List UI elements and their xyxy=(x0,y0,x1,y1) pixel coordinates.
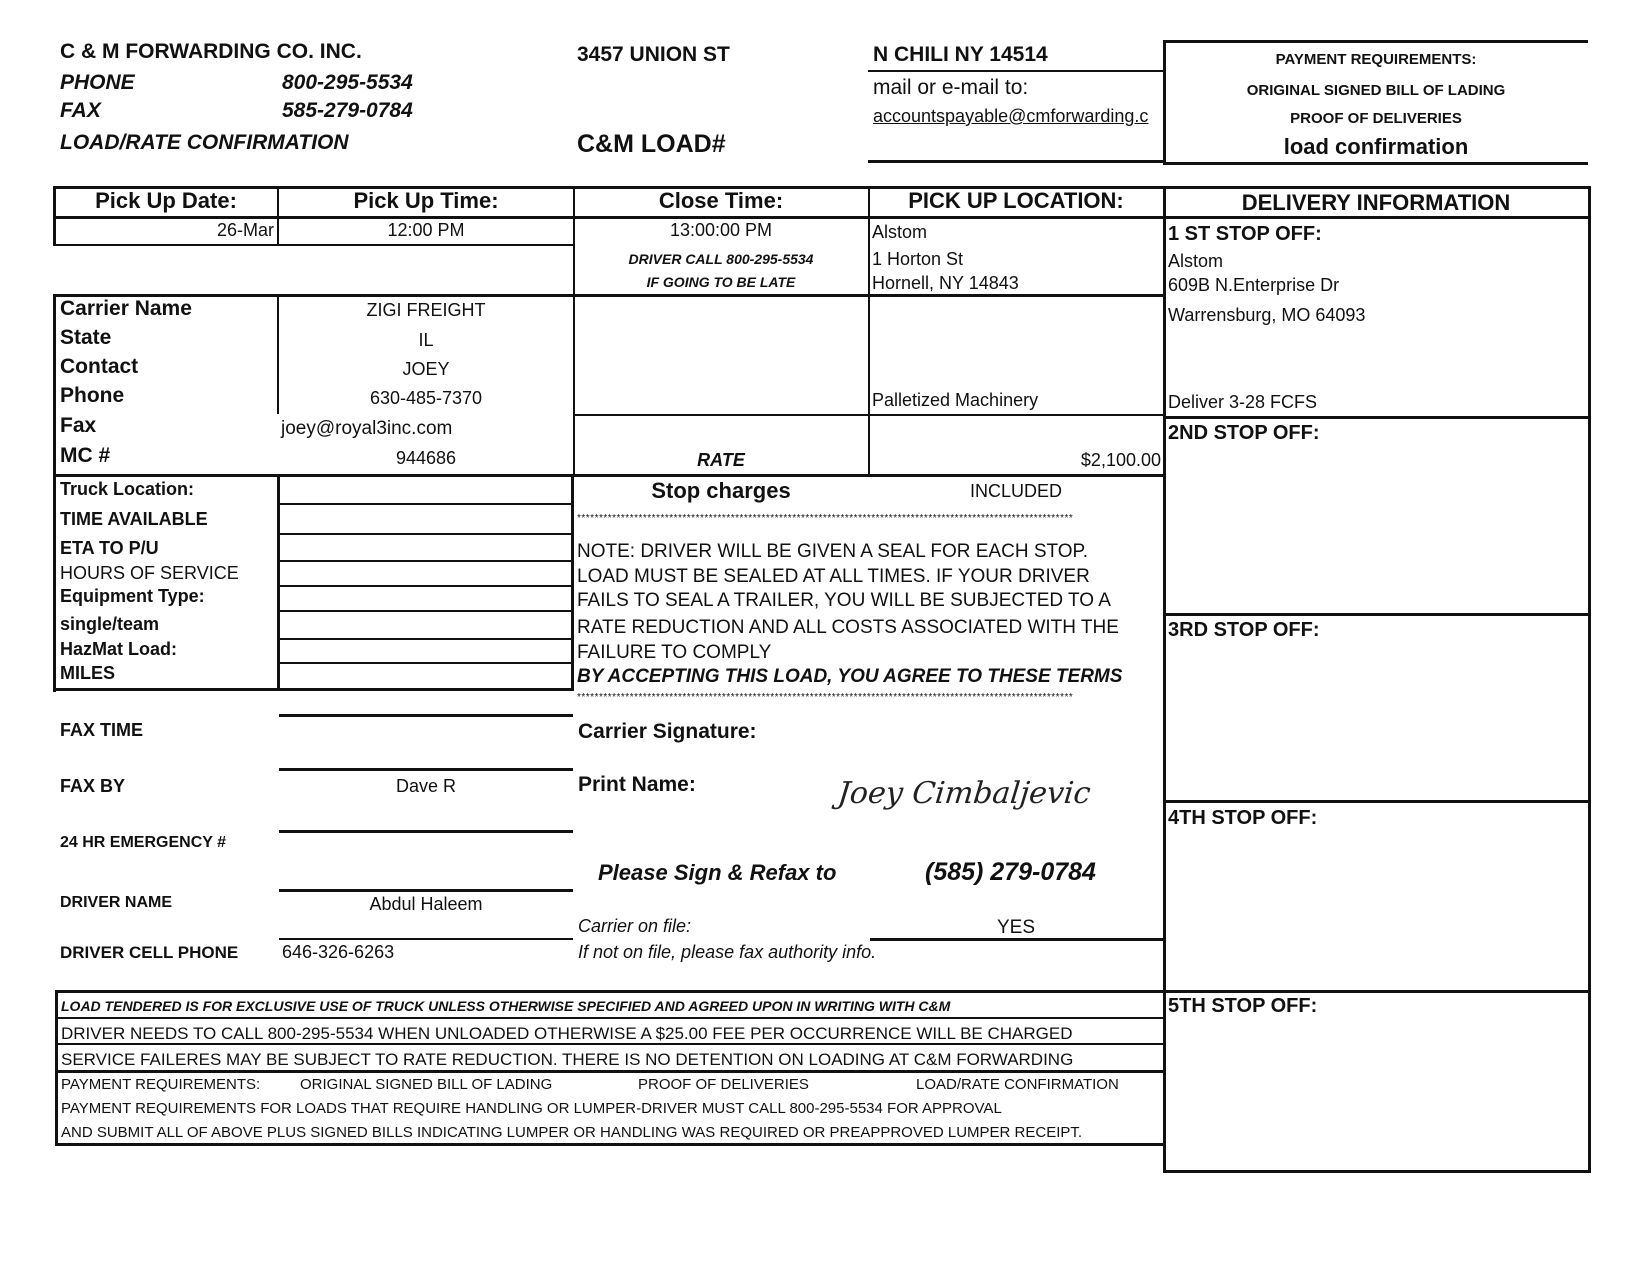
emergency-line xyxy=(279,830,573,833)
rate-value: $2,100.00 xyxy=(1080,450,1161,470)
grid-line xyxy=(53,294,56,692)
fax-time-label: FAX TIME xyxy=(60,720,144,740)
grid-line xyxy=(53,294,1165,297)
city-address: N CHILI NY 14514 xyxy=(873,43,1048,66)
mc-label: MC # xyxy=(60,444,111,467)
seal-note: FAILURE TO COMPLY xyxy=(577,642,772,663)
fax-time-line xyxy=(279,714,573,717)
pickup-location-street: 1 Horton St xyxy=(872,249,964,269)
payment-requirement-item: PROOF OF DELIVERIES xyxy=(1290,110,1462,127)
stop1-street: 609B N.Enterprise Dr xyxy=(1168,275,1340,295)
footer-driver-call: DRIVER NEEDS TO CALL 800-295-5534 WHEN UNLOADED OTHERWISE A $25.00 FEE PER OCCURRENCE WILL BE CHARGED xyxy=(61,1024,1073,1043)
grid-line xyxy=(868,186,870,477)
stop3-label: 3RD STOP OFF: xyxy=(1168,619,1320,641)
stop1-city: Warrensburg, MO 64093 xyxy=(1168,305,1366,325)
commodity: Palletized Machinery xyxy=(872,390,1039,410)
accounts-payable-email[interactable]: accountspayable@cmforwarding.c xyxy=(873,106,1149,126)
company-phone: 800-295-5534 xyxy=(282,71,413,94)
carrier-fax: joey@royal3inc.com xyxy=(281,418,453,439)
emergency-label: 24 HR EMERGENCY # xyxy=(60,834,226,851)
carrier-name-label: Carrier Name xyxy=(60,297,192,320)
grid-line xyxy=(277,585,573,587)
grid-line xyxy=(277,533,573,535)
stop-charges-value: INCLUDED xyxy=(969,481,1062,501)
print-name-signature: Joey Cimbaljevic xyxy=(836,776,1093,811)
separator-stars: ***************************************************************************************************************** xyxy=(577,513,1074,524)
pickup-location-label: PICK UP LOCATION: xyxy=(908,188,1124,213)
seal-note: LOAD MUST BE SEALED AT ALL TIMES. IF YOUR DRIVER xyxy=(577,566,1090,587)
grid-line xyxy=(277,638,573,640)
single-team-label: single/team xyxy=(60,614,160,634)
accept-terms-note: BY ACCEPTING THIS LOAD, YOU AGREE TO THESE TERMS xyxy=(577,666,1123,687)
grid-line xyxy=(277,294,279,414)
carrier-signature-label: Carrier Signature: xyxy=(578,720,757,743)
fax-by-label: FAX BY xyxy=(60,776,126,796)
grid-line xyxy=(1163,800,1590,803)
close-time: 13:00:00 PM xyxy=(669,220,773,240)
grid-line xyxy=(1163,990,1590,993)
delivery-information-title: DELIVERY INFORMATION xyxy=(1241,190,1511,215)
driver-name: Abdul Haleem xyxy=(369,894,483,914)
refax-label: Please Sign & Refax to xyxy=(598,860,837,885)
close-time-label: Close Time: xyxy=(658,188,784,213)
stop1-label: 1 ST STOP OFF: xyxy=(1168,223,1322,245)
stop1-note: Deliver 3-28 FCFS xyxy=(1168,392,1318,412)
driver-name-label: DRIVER NAME xyxy=(60,894,173,911)
pickup-time: 12:00 PM xyxy=(387,220,465,240)
grid-line xyxy=(53,216,1590,219)
fax-label: Fax xyxy=(60,414,97,437)
print-name-label: Print Name: xyxy=(578,773,696,796)
hazmat-label: HazMat Load: xyxy=(60,639,177,659)
rate-label: RATE xyxy=(697,450,745,470)
grid-line xyxy=(1163,416,1590,419)
footer-payment-item: ORIGINAL SIGNED BILL OF LADING xyxy=(300,1076,553,1093)
driver-call-note: DRIVER CALL 800-295-5534 xyxy=(628,251,814,267)
stop-charges-label: Stop charges xyxy=(651,478,791,503)
payment-requirement-item: load confirmation xyxy=(1283,134,1469,159)
driver-call-note: IF GOING TO BE LATE xyxy=(646,274,796,290)
phone-label: Phone xyxy=(60,384,125,407)
footer-service-failures: SERVICE FAILERES MAY BE SUBJECT TO RATE REDUCTION. THERE IS NO DETENTION ON LOADING AT C&M FORWARDING xyxy=(61,1050,1074,1069)
fax-by-line xyxy=(279,768,573,771)
eta-label: ETA TO P/U xyxy=(60,538,159,558)
contact-label: Contact xyxy=(60,355,139,378)
footer-payment-item: PROOF OF DELIVERIES xyxy=(638,1076,809,1093)
time-available-label: TIME AVAILABLE xyxy=(60,509,208,529)
pickup-location-name: Alstom xyxy=(872,222,928,242)
company-name: C & M FORWARDING CO. INC. xyxy=(60,40,362,63)
grid-line xyxy=(277,560,573,562)
equipment-type-label: Equipment Type: xyxy=(60,586,205,606)
mail-label: mail or e-mail to: xyxy=(873,76,1029,99)
grid-line xyxy=(571,474,574,690)
grid-line xyxy=(277,503,573,505)
miles-label: MILES xyxy=(60,663,116,683)
pickup-time-label: Pick Up Time: xyxy=(353,188,499,213)
grid-line xyxy=(277,186,279,246)
divider xyxy=(1163,40,1588,43)
state-label: State xyxy=(60,326,112,349)
seal-note: FAILS TO SEAL A TRAILER, YOU WILL BE SUBJECTED TO A xyxy=(577,590,1111,611)
fax-by: Dave R xyxy=(395,776,457,796)
grid-line xyxy=(53,474,1165,477)
stop2-label: 2ND STOP OFF: xyxy=(1168,422,1320,444)
footer-payment-item: LOAD/RATE CONFIRMATION xyxy=(916,1076,1119,1093)
phone-label: PHONE xyxy=(60,71,135,94)
driver-name-line xyxy=(279,889,573,892)
grid-line xyxy=(277,662,573,664)
carrier-on-file-label: Carrier on file: xyxy=(578,916,692,936)
grid-line xyxy=(573,186,575,477)
payment-requirement-item: ORIGINAL SIGNED BILL OF LADING xyxy=(1246,82,1506,99)
divider xyxy=(868,70,1163,72)
footer-lumper-approval: PAYMENT REQUIREMENTS FOR LOADS THAT REQUIRE HANDLING OR LUMPER-DRIVER MUST CALL 800-295-5534 FOR APPROVAL xyxy=(61,1100,1002,1117)
pickup-date: 26-Mar xyxy=(216,220,274,240)
pickup-location-city: Hornell, NY 14843 xyxy=(872,273,1019,293)
load-number-label: C&M LOAD# xyxy=(577,130,726,158)
driver-cell: 646-326-6263 xyxy=(282,942,395,962)
footer-line xyxy=(55,990,58,1146)
pickup-date-label: Pick Up Date: xyxy=(95,188,237,213)
grid-line xyxy=(1163,1170,1591,1173)
stop5-label: 5TH STOP OFF: xyxy=(1168,995,1318,1017)
carrier-on-file-line xyxy=(870,938,1163,941)
footer-line xyxy=(55,1017,1163,1019)
grid-line xyxy=(1163,186,1166,1173)
stop1-name: Alstom xyxy=(1168,251,1224,271)
document-title: LOAD/RATE CONFIRMATION xyxy=(60,131,349,154)
grid-line xyxy=(53,244,573,246)
seal-note: NOTE: DRIVER WILL BE GIVEN A SEAL FOR EACH STOP. xyxy=(577,541,1089,562)
grid-line xyxy=(53,688,574,691)
seal-note: RATE REDUCTION AND ALL COSTS ASSOCIATED WITH THE xyxy=(577,617,1119,638)
grid-line xyxy=(277,610,573,612)
fax-label: FAX xyxy=(60,99,101,122)
grid-line xyxy=(1588,186,1591,1173)
stop4-label: 4TH STOP OFF: xyxy=(1168,807,1318,829)
footer-exclusive-use: LOAD TENDERED IS FOR EXCLUSIVE USE OF TRUCK UNLESS OTHERWISE SPECIFIED AND AGREED UPON IN WRITING WITH C&M xyxy=(61,998,951,1014)
carrier-state: IL xyxy=(418,330,434,350)
payment-requirements-title: PAYMENT REQUIREMENTS: xyxy=(1275,51,1477,68)
carrier-on-file-value: YES xyxy=(996,917,1036,938)
footer-line xyxy=(55,1143,1165,1146)
footer-payment-label: PAYMENT REQUIREMENTS: xyxy=(61,1076,261,1093)
carrier-name: ZIGI FREIGHT xyxy=(366,300,486,320)
grid-line xyxy=(277,474,280,690)
company-fax: 585-279-0784 xyxy=(282,99,413,122)
divider xyxy=(868,160,1163,163)
separator-stars: ***************************************************************************************************************** xyxy=(577,692,1074,703)
carrier-phone: 630-485-7370 xyxy=(369,388,483,408)
divider xyxy=(1163,162,1588,165)
carrier-mc: 944686 xyxy=(395,448,457,468)
not-on-file-note: If not on file, please fax authority info. xyxy=(578,942,877,962)
footer-line xyxy=(55,1070,1165,1073)
grid-line xyxy=(1163,613,1590,616)
footer-lumper-receipt: AND SUBMIT ALL OF ABOVE PLUS SIGNED BILLS INDICATING LUMPER OR HANDLING WAS REQUIRED OR PREAPPROVED LUMPER RECEIPT. xyxy=(61,1124,1083,1141)
grid-line xyxy=(573,414,1163,416)
hours-of-service-label: HOURS OF SERVICE xyxy=(60,563,239,583)
driver-cell-label: DRIVER CELL PHONE xyxy=(60,943,239,962)
street-address: 3457 UNION ST xyxy=(577,43,730,66)
refax-number: (585) 279-0784 xyxy=(925,858,1096,886)
truck-location-label: Truck Location: xyxy=(60,479,195,499)
driver-cell-line xyxy=(279,938,573,940)
carrier-contact: JOEY xyxy=(402,359,450,379)
footer-line xyxy=(55,990,1165,993)
